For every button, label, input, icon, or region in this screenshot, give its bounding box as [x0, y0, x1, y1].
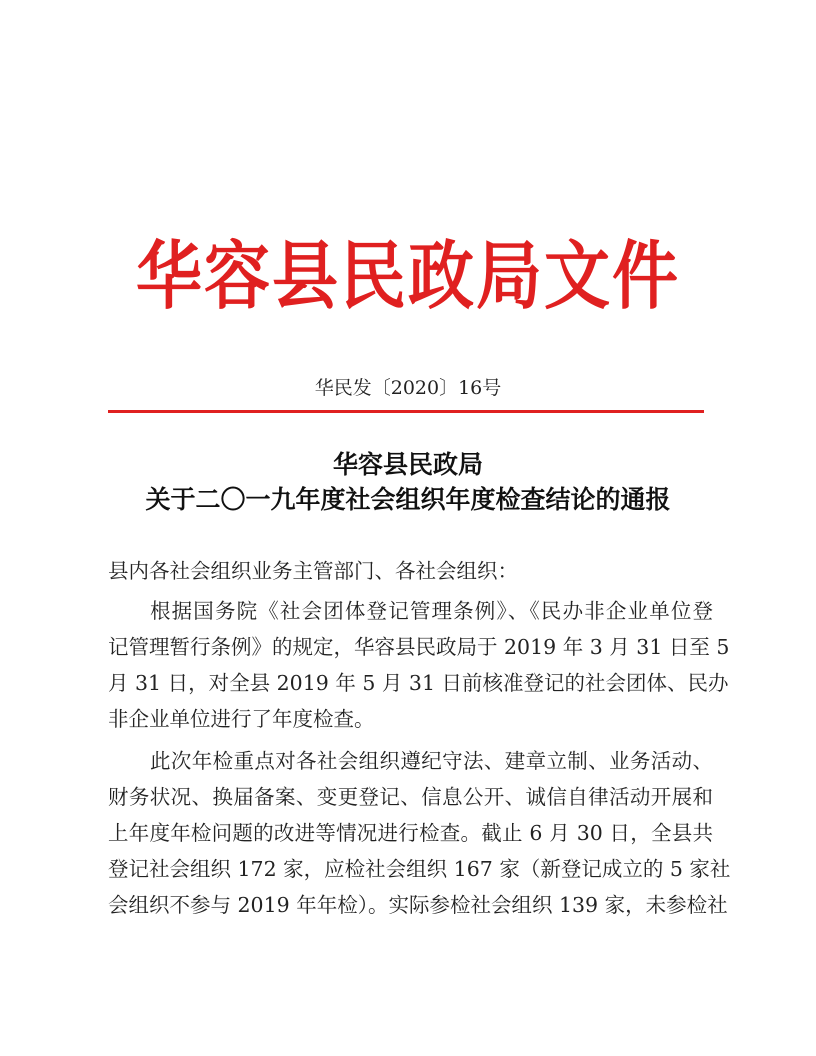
- p2-line: 上年度年检问题的改进等情况进行检查。截止 6 月 30 日，全县共: [108, 821, 713, 845]
- title-line-2: 关于二〇一九年度社会组织年度检查结论的通报: [145, 485, 671, 514]
- p1-line: 月 31 日，对全县 2019 年 5 月 31 日前核准登记的社会团体、民办: [108, 671, 729, 695]
- document-header-title: 华容县民政局文件: [136, 233, 680, 320]
- title-line-1: 华容县民政局: [332, 450, 483, 479]
- salutation: 县内各社会组织业务主管部门、各社会组织：: [108, 559, 518, 583]
- document-number: 华民发〔2020〕16号: [314, 377, 502, 399]
- p2-line: 登记社会组织 172 家，应检社会组织 167 家（新登记成立的 5 家社: [108, 857, 731, 881]
- p1-line: 记管理暂行条例》的规定，华容县民政局于 2019 年 3 月 31 日至 5: [108, 635, 730, 659]
- red-divider: [108, 410, 704, 413]
- p2-line: 财务状况、换届备案、变更登记、信息公开、诚信自律活动开展和: [108, 785, 713, 809]
- p1-line: 非企业单位进行了年度检查。: [108, 707, 375, 731]
- p1-line: 根据国务院《社会团体登记管理条例》、《民办非企业单位登: [150, 599, 713, 623]
- p2-line: 会组织不参与 2019 年年检）。实际参检社会组织 139 家，未参检社: [108, 893, 728, 917]
- p2-line: 此次年检重点对各社会组织遵纪守法、建章立制、业务活动、: [150, 749, 713, 773]
